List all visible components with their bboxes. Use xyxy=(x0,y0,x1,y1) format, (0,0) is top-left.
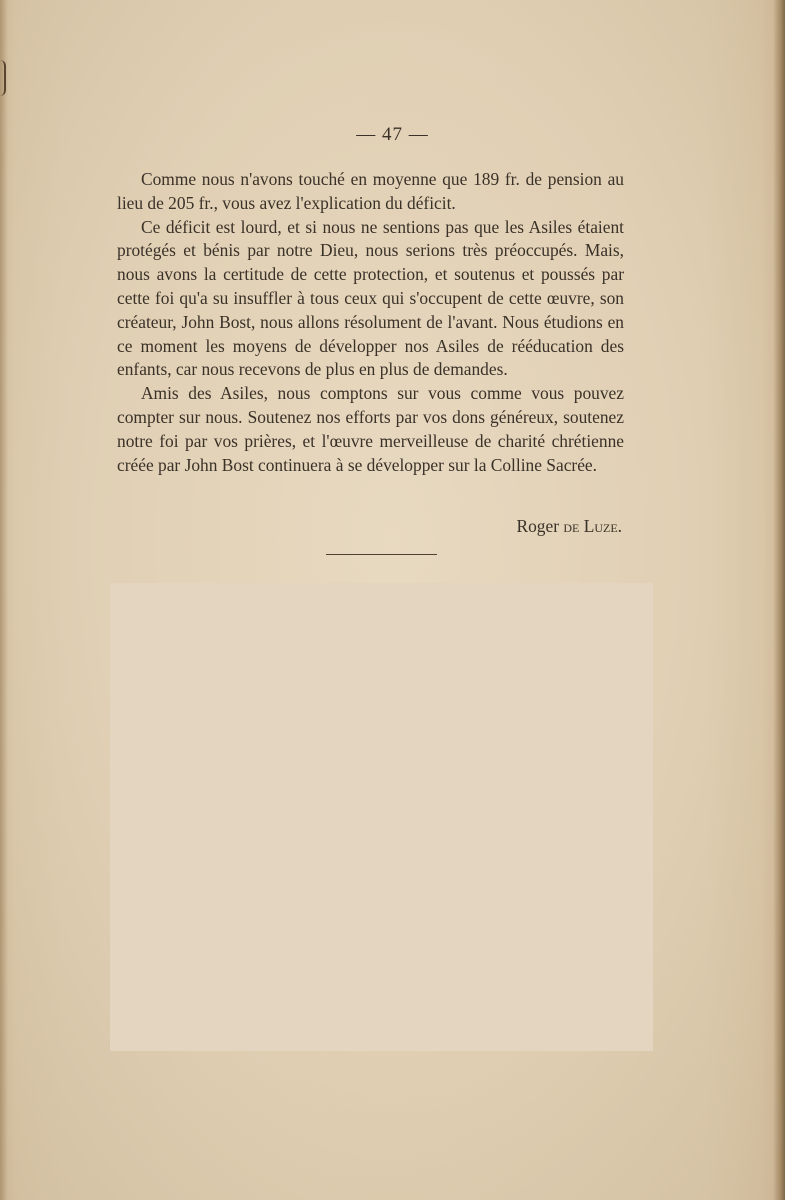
section-divider xyxy=(326,554,437,555)
signature xyxy=(0,516,622,537)
margin-mark xyxy=(0,60,6,96)
page-number: — 47 — xyxy=(356,124,429,145)
signature-last-name: de Luze. xyxy=(563,516,622,536)
paragraph-3: Amis des Asiles, nous comptons sur vous comme vous pouvez compter sur nous. Soutenez nos efforts par vos dons généreux, soutenez notre foi par vos prières, et l'œuvre merveilleuse de charité chrétienne créée par John Bost continuera à se développer sur la Colline Sacrée. xyxy=(117,383,624,475)
page-left-edge xyxy=(0,0,8,1200)
page-right-edge xyxy=(773,0,785,1200)
paragraph-1: Comme nous n'avons touché en moyenne que 189 fr. de pension au lieu de 205 fr., vous avez l'explication du déficit. xyxy=(117,169,624,213)
paragraph-2: Ce déficit est lourd, et si nous ne sentions pas que les Asiles étaient protégés et bénis par notre Dieu, nous serions très préoccupés. Mais, nous avons la certitude de cette protection, et soutenus et poussés par cette foi qu'a su insuffler à tous ceux qui s'occupent de cette œuvre, son créateur, John Bost, nous allons résolument de l'avant. Nous étudions en ce moment les moyens de développer nos Asiles de rééducation des enfants, car nous recevons de plus en plus de demandes. xyxy=(117,216,624,380)
body-text xyxy=(117,168,624,477)
signature-first-name: Roger xyxy=(516,516,559,536)
blank-panel xyxy=(110,583,653,1051)
